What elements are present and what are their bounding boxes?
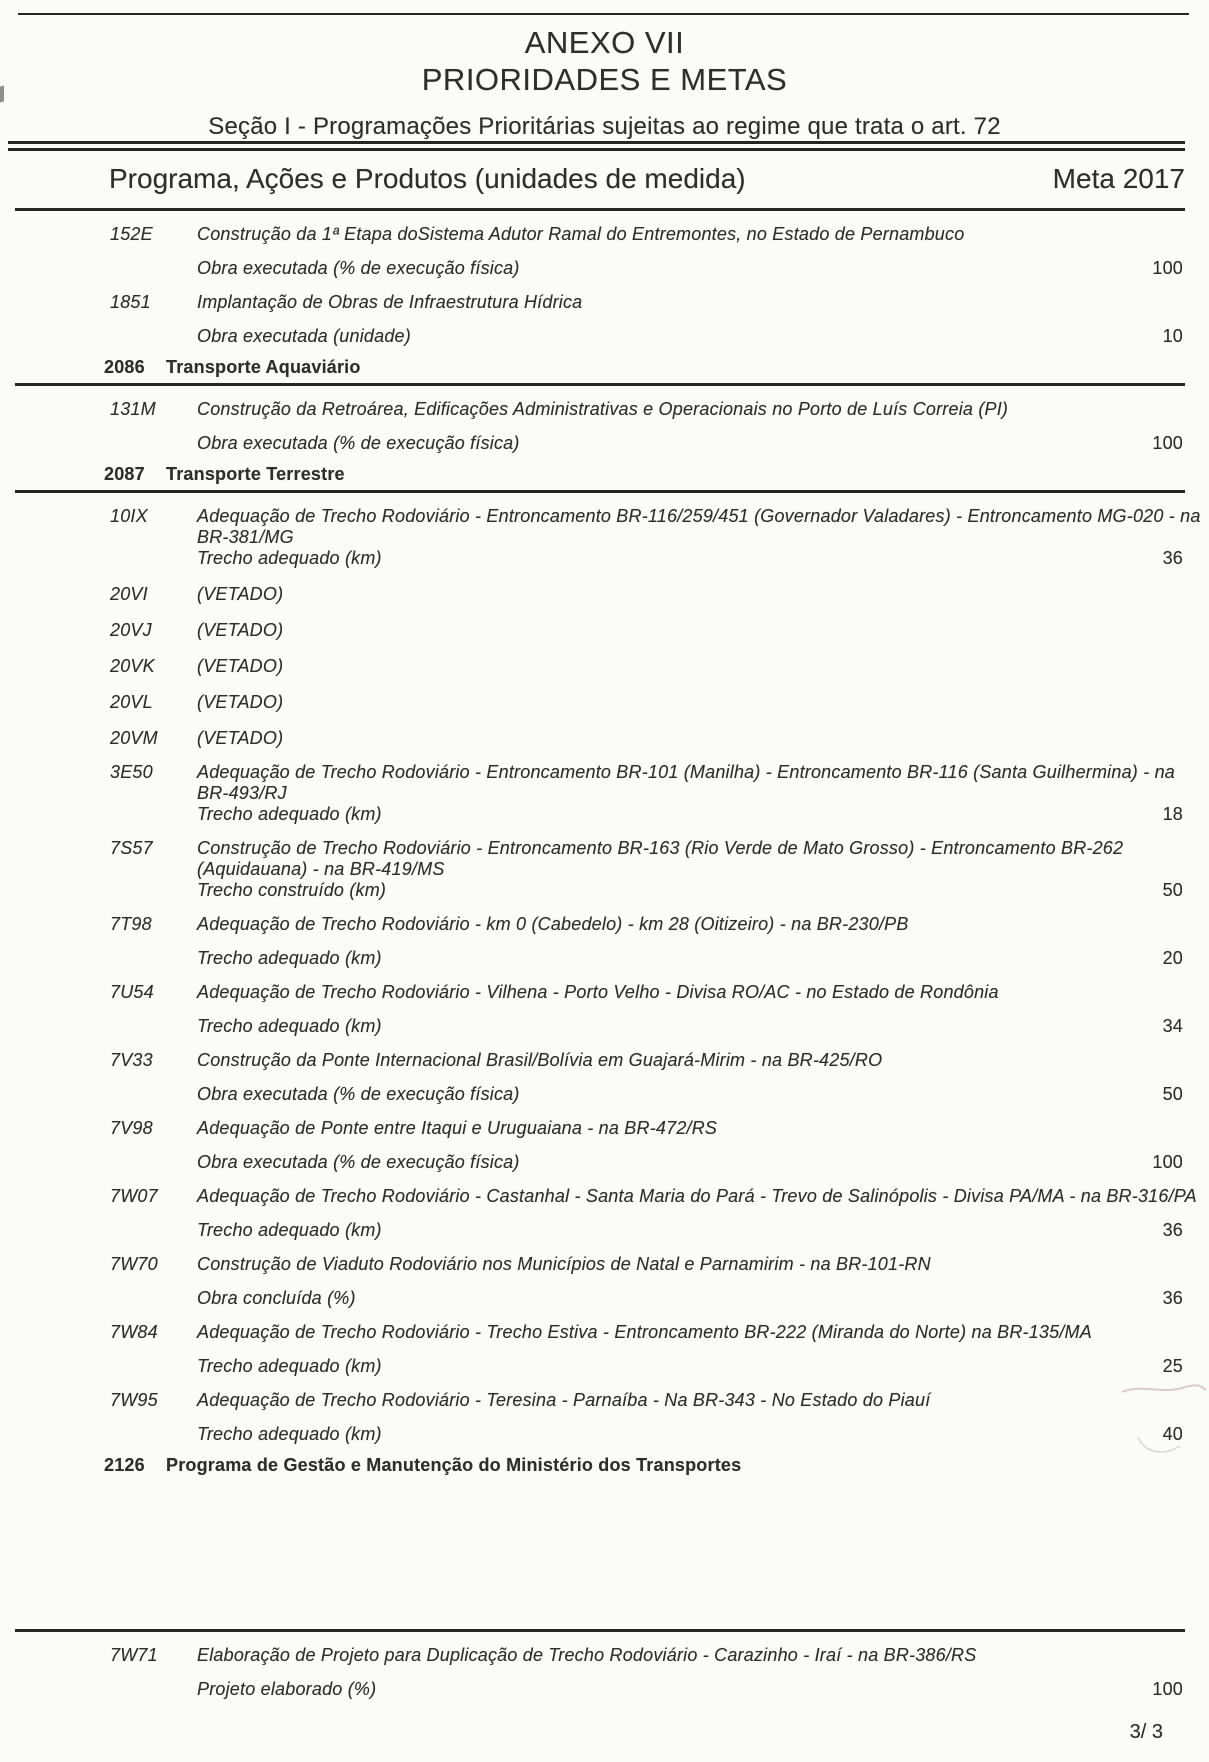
product-label: Obra concluída (%) [197, 1288, 356, 1308]
action-code: 20VK [110, 656, 155, 676]
action-description: (VETADO) [197, 728, 284, 748]
meta-value: 50 [1162, 1084, 1183, 1104]
meta-value: 36 [1162, 1220, 1183, 1240]
action-code: 7S57 [110, 838, 153, 858]
double-rule [8, 141, 1185, 151]
table-row [0, 1254, 1209, 1309]
table-column-header [109, 163, 1185, 195]
product-label: Trecho adequado (km) [197, 1016, 382, 1036]
meta-value: 20 [1162, 948, 1183, 968]
document-title-line2: PRIORIDADES E METAS [421, 62, 788, 97]
program-title: Transporte Aquaviário [166, 357, 361, 377]
action-description: Adequação de Trecho Rodoviário - Entroncamento BR-101 (Manilha) - Entroncamento BR-116 (Santa Guilhermina) - na [197, 762, 1176, 782]
program-title: Programa de Gestão e Manutenção do Ministério dos Transportes [166, 1455, 742, 1475]
table-body [0, 224, 1209, 1700]
action-code: 20VM [110, 728, 158, 748]
product-label: Trecho adequado (km) [197, 948, 382, 968]
action-description: (VETADO) [197, 656, 284, 676]
meta-value: 100 [1152, 258, 1183, 278]
meta-value: 100 [1152, 433, 1183, 453]
table-row [0, 656, 1209, 677]
column-header-meta-2017: Meta 2017 [1052, 163, 1185, 194]
table-row [0, 1186, 1209, 1241]
table-row [0, 982, 1209, 1037]
action-description: Elaboração de Projeto para Duplicação de Trecho Rodoviário - Carazinho - Iraí - na BR-386/RS [197, 1645, 977, 1665]
action-description: (VETADO) [197, 620, 284, 640]
action-description: BR-493/RJ [197, 783, 287, 803]
document-title-line1: ANEXO VII [524, 25, 685, 60]
action-code: 7W95 [110, 1390, 158, 1410]
product-label: Trecho adequado (km) [197, 1424, 382, 1444]
program-title: Transporte Terrestre [166, 464, 345, 484]
table-row [0, 692, 1209, 713]
action-code: 7V98 [110, 1118, 153, 1138]
action-description: (Aquidauana) - na BR-419/MS [197, 859, 445, 879]
action-description: Adequação de Trecho Rodoviário - Trecho Estiva - Entroncamento BR-222 (Miranda do Norte) na BR-135/MA [197, 1322, 1092, 1342]
table-row [0, 584, 1209, 605]
program-row [0, 464, 1209, 485]
meta-value: 50 [1162, 880, 1183, 900]
action-code: 20VJ [110, 620, 152, 640]
action-description: (VETADO) [197, 584, 284, 604]
program-code: 2087 [104, 464, 145, 484]
column-header-programs: Programa, Ações e Produtos (unidades de medida) [109, 163, 746, 194]
table-row [0, 224, 1209, 279]
meta-value: 34 [1162, 1016, 1183, 1036]
product-label: Trecho adequado (km) [197, 1220, 382, 1240]
action-code: 7W07 [110, 1186, 158, 1206]
table-row [0, 1050, 1209, 1105]
meta-value: 100 [1152, 1152, 1183, 1172]
table-row [0, 1118, 1209, 1173]
action-description: Implantação de Obras de Infraestrutura Hídrica [197, 292, 583, 312]
action-code [110, 783, 197, 804]
program-code: 2086 [104, 357, 145, 377]
meta-value: 25 [1162, 1356, 1183, 1376]
action-description: Adequação de Trecho Rodoviário - Vilhena - Porto Velho - Divisa RO/AC - no Estado de Rondônia [197, 982, 999, 1002]
action-code: 20VL [110, 692, 153, 712]
table-rule [15, 1629, 1185, 1632]
meta-value: 10 [1162, 326, 1183, 346]
product-label: Obra executada (% de execução física) [197, 1084, 520, 1104]
product-label: Trecho adequado (km) [197, 1356, 382, 1376]
action-code: 131M [110, 399, 156, 419]
action-code: 7W70 [110, 1254, 158, 1274]
top-rule [18, 13, 1189, 15]
action-code: 152E [110, 224, 153, 244]
action-description: BR-381/MG [197, 527, 294, 547]
meta-value: 40 [1162, 1424, 1183, 1444]
table-rule [15, 490, 1185, 493]
product-label: Obra executada (% de execução física) [197, 433, 520, 453]
meta-value: 18 [1162, 804, 1183, 824]
action-description: Adequação de Trecho Rodoviário - Entroncamento BR-116/259/451 (Governador Valadares) - Entroncamento MG-020 - na [197, 506, 1201, 526]
page-number: 3/ 3 [1129, 1721, 1163, 1743]
action-code: 20VI [110, 584, 148, 604]
product-label: Obra executada (% de execução física) [197, 1152, 520, 1172]
action-description: (VETADO) [197, 692, 284, 712]
table-row [0, 914, 1209, 969]
action-code: 7V33 [110, 1050, 153, 1070]
action-description: Construção de Viaduto Rodoviário nos Municípios de Natal e Parnamirim - na BR-101-RN [197, 1254, 931, 1274]
table-row [0, 728, 1209, 749]
double-rule-line [8, 141, 1185, 144]
action-code: 7W71 [110, 1645, 158, 1665]
table-row [0, 1322, 1209, 1377]
header-rule [15, 208, 1185, 211]
action-code: 7W84 [110, 1322, 158, 1342]
product-label: Obra executada (% de execução física) [197, 258, 520, 278]
table-row [0, 1645, 1209, 1700]
program-row [0, 357, 1209, 378]
table-row [0, 620, 1209, 641]
table-row [0, 399, 1209, 454]
product-label: Projeto elaborado (%) [197, 1679, 377, 1699]
action-description: Construção de Trecho Rodoviário - Entroncamento BR-163 (Rio Verde de Mato Grosso) - Entroncamento BR-262 [197, 838, 1124, 858]
action-description: Construção da Ponte Internacional Brasil/Bolívia em Guajará-Mirim - na BR-425/RO [197, 1050, 883, 1070]
blank-area [0, 1476, 1209, 1624]
product-label: Trecho adequado (km) [197, 804, 382, 824]
table-row [0, 762, 1209, 825]
program-code: 2126 [104, 1455, 145, 1475]
meta-value: 36 [1162, 548, 1183, 568]
table-row [0, 292, 1209, 347]
meta-value: 100 [1152, 1679, 1183, 1699]
action-code [110, 527, 197, 548]
action-code: 3E50 [110, 762, 153, 782]
table-row [0, 838, 1209, 901]
double-rule-line [8, 148, 1185, 151]
action-description: Adequação de Trecho Rodoviário - Teresina - Parnaíba - Na BR-343 - No Estado do Piauí [197, 1390, 931, 1410]
action-code: 7U54 [110, 982, 154, 1002]
action-description: Adequação de Ponte entre Itaqui e Uruguaiana - na BR-472/RS [197, 1118, 718, 1138]
action-code: 1851 [110, 292, 151, 312]
action-code: 10IX [110, 506, 148, 526]
action-code [110, 859, 197, 880]
section-heading: Seção I - Programações Prioritárias sujeitas ao regime que trata o art. 72 [208, 113, 1001, 140]
action-description: Adequação de Trecho Rodoviário - km 0 (Cabedelo) - km 28 (Oitizeiro) - na BR-230/PB [197, 914, 909, 934]
action-description: Construção da Retroárea, Edificações Administrativas e Operacionais no Porto de Luís Correia (PI) [197, 399, 1009, 419]
table-row [0, 1390, 1209, 1445]
meta-value: 36 [1162, 1288, 1183, 1308]
product-label: Trecho construído (km) [197, 880, 387, 900]
action-description: Construção da 1ª Etapa doSistema Adutor Ramal do Entremontes, no Estado de Pernambuco [197, 224, 965, 244]
table-row [0, 506, 1209, 569]
product-label: Obra executada (unidade) [197, 326, 411, 346]
product-label: Trecho adequado (km) [197, 548, 382, 568]
program-row [0, 1455, 1209, 1476]
action-description: Adequação de Trecho Rodoviário - Castanhal - Santa Maria do Pará - Trevo de Salinópolis - Divisa PA/MA - na BR-316/PA [197, 1186, 1197, 1206]
table-rule [15, 383, 1185, 386]
action-code: 7T98 [110, 914, 152, 934]
